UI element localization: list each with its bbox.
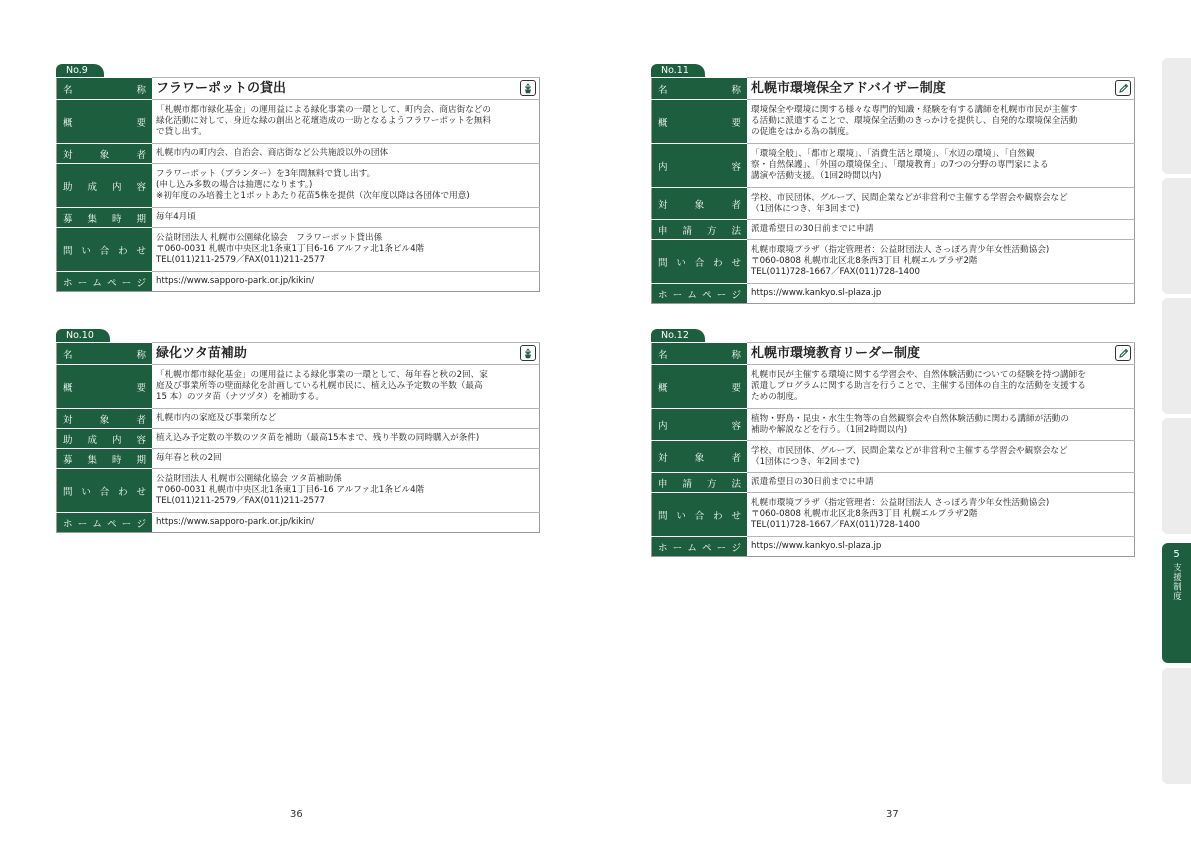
text-line: 15 本）のツタ苗（ナツヅタ）を補助する。 <box>156 392 324 402</box>
label-text <box>63 347 146 361</box>
label-char: 内 <box>111 181 122 193</box>
text-line: の促進をはかる為の制度。 <box>751 127 855 137</box>
homepage-link[interactable]: https://www.sapporo-park.or.jp/kikin/ <box>152 272 540 292</box>
label-content <box>652 144 748 188</box>
label-char: 名 <box>658 349 668 361</box>
label-apply <box>652 473 748 493</box>
label-char: ー <box>716 289 727 301</box>
label-char: 要 <box>136 382 146 394</box>
text-line: 環境保全や環境に関する様々な専門的知識・経験を有する講師を札幌市市民が主催す <box>751 105 1078 115</box>
text-line: 〒060-0808 札幌市北区北8条西3丁目 札幌エルプラザ2階 <box>751 256 978 266</box>
period-text: 毎年4月頃 <box>152 208 540 228</box>
card-no11 <box>651 58 1135 304</box>
label-char: ム <box>92 277 102 289</box>
target-text: 札幌市内の町内会、自治会、商店街など公共施設以外の団体 <box>152 144 540 164</box>
side-tab-number: 5 <box>1173 549 1180 560</box>
program-name: 札幌市環境保全アドバイザー制度 <box>747 78 1135 100</box>
label-char: 内 <box>658 420 668 432</box>
subsidy-text <box>152 164 540 208</box>
label-text <box>658 508 741 522</box>
label-char: 問 <box>63 245 73 257</box>
label-char: ー <box>672 542 683 554</box>
text-line: 学校、市民団体、グループ、民間企業などが非営利で主催する学習会や観察会など <box>751 192 1068 203</box>
label-char: ペ <box>702 289 712 301</box>
label-char: 容 <box>136 181 146 193</box>
label-char: ペ <box>107 277 117 289</box>
text-line: 察・自然保護」、「外国の環境保全」、「環境教育」の7つの分野の専門家による <box>751 160 1049 170</box>
card-number-tag: No.12 <box>651 329 705 342</box>
label-content <box>652 409 748 441</box>
pencil-icon <box>1115 345 1131 361</box>
label-char: わ <box>118 486 128 498</box>
label-char: ペ <box>702 542 712 554</box>
label-char: 要 <box>136 117 146 129</box>
page-number-left: 36 <box>290 809 303 820</box>
program-name: フラワーポットの貸出 <box>152 78 540 100</box>
label-char: 成 <box>87 434 97 446</box>
label-text <box>63 243 146 257</box>
label-text <box>63 380 146 394</box>
label-overview <box>652 365 748 409</box>
text-line: フラワーポット（プランター）を3年間無料で貸し出す。 <box>156 169 376 179</box>
label-char: ホ <box>658 289 668 301</box>
label-char: ー <box>121 277 132 289</box>
label-text <box>658 380 741 394</box>
label-char: 名 <box>63 84 73 96</box>
label-text <box>658 82 741 96</box>
text-line: 派遣しプログラムに関する助言を行うことで、主催する団体の自主的な活動を支援する <box>751 381 1086 391</box>
label-char: 称 <box>136 84 146 96</box>
label-text <box>63 211 146 225</box>
pencil-icon <box>1115 80 1131 96</box>
content-text <box>747 144 1135 188</box>
label-char: 請 <box>682 225 692 237</box>
label-char: 問 <box>658 257 668 269</box>
homepage-link[interactable]: https://www.kankyo.sl-plaza.jp <box>747 537 1135 557</box>
text-line: TEL(011)211-2579／FAX(011)211-2577 <box>156 496 325 506</box>
label-char: 対 <box>658 452 668 464</box>
label-char: 合 <box>99 245 110 257</box>
label-char: 者 <box>136 414 146 426</box>
text-line: （1団体につき、年2回まで) <box>751 456 860 467</box>
label-char: ー <box>672 289 683 301</box>
label-char: ペ <box>107 518 117 530</box>
label-text <box>63 484 146 498</box>
label-char: 合 <box>99 486 110 498</box>
target-text <box>747 441 1135 473</box>
side-tab-label: 支援制度 <box>1171 563 1182 601</box>
label-char: 容 <box>731 420 741 432</box>
text-line: TEL(011)728-1667／FAX(011)728-1400 <box>751 520 920 530</box>
homepage-link[interactable]: https://www.kankyo.sl-plaza.jp <box>747 284 1135 304</box>
text-line: 札幌市環境プラザ（指定管理者：公益財団法人 さっぽろ青少年女性活動協会) <box>751 498 1050 508</box>
label-char: 問 <box>63 486 73 498</box>
label-char: 集 <box>87 454 97 466</box>
label-contact <box>57 228 153 272</box>
label-char: ム <box>92 518 102 530</box>
label-text <box>63 412 146 426</box>
label-text <box>63 115 146 129</box>
contact-text <box>152 228 540 272</box>
label-homepage <box>57 272 153 292</box>
label-char: い <box>81 486 91 498</box>
label-char: 概 <box>63 117 73 129</box>
label-char: 成 <box>87 181 97 193</box>
text-line: で貸し出す。 <box>156 127 207 137</box>
label-char: 対 <box>63 414 73 426</box>
label-char: 方 <box>706 225 717 237</box>
label-char: わ <box>118 245 128 257</box>
label-char: 助 <box>63 434 73 446</box>
text-line: 「札幌市都市緑化基金」の運用益による緑化事業の一環として、町内会、商店街などの <box>156 105 491 115</box>
label-char: 称 <box>136 349 146 361</box>
label-char: 方 <box>706 478 717 490</box>
label-char: 容 <box>731 161 741 173</box>
label-char: 者 <box>731 452 741 464</box>
label-char: ー <box>716 542 727 554</box>
contact-text <box>152 469 540 513</box>
contact-text <box>747 493 1135 537</box>
card-number-tag: No.11 <box>651 64 705 77</box>
label-text <box>658 287 741 301</box>
side-tab-1[interactable] <box>1162 58 1191 174</box>
label-char: ホ <box>658 542 668 554</box>
label-char: ジ <box>136 518 146 530</box>
label-char: 名 <box>63 349 73 361</box>
label-char: 概 <box>63 382 73 394</box>
card-no10 <box>56 323 540 533</box>
label-char: ホ <box>63 518 73 530</box>
label-char: 対 <box>658 199 668 211</box>
program-name: 緑化ツタ苗補助 <box>152 343 540 365</box>
info-table <box>56 342 540 533</box>
label-char: 称 <box>731 84 741 96</box>
text-line: る活動に派遣することで、環境保全活動のきっかけを提供し、自発的な環境保全活動 <box>751 116 1078 126</box>
label-char: 名 <box>658 84 668 96</box>
label-char: 象 <box>694 199 705 211</box>
label-text <box>63 516 146 530</box>
label-text <box>658 540 741 554</box>
label-char: せ <box>136 486 146 498</box>
apply-text: 派遣希望日の30日前までに申請 <box>747 473 1135 493</box>
label-target <box>57 144 153 164</box>
label-target <box>652 441 748 473</box>
label-char: 要 <box>731 382 741 394</box>
label-char: 募 <box>63 213 73 225</box>
target-text <box>747 188 1135 220</box>
label-char: 助 <box>63 181 73 193</box>
program-name: 札幌市環境教育リーダー制度 <box>747 343 1135 365</box>
text-line: 公益財団法人 札幌市公園緑化協会 ツタ苗補助係 <box>156 474 342 484</box>
label-text <box>63 82 146 96</box>
text-line: 札幌市民が主催する環境に関する学習会や、自然体験活動についての経験を持つ講師を <box>751 370 1086 380</box>
text-line: 緑化活動に対して、身近な緑の創出と花壇造成の一助となるようフラワーポットを無料 <box>156 116 491 126</box>
label-contact <box>652 240 748 284</box>
label-char: せ <box>731 257 741 269</box>
text-line: 札幌市環境プラザ（指定管理者：公益財団法人 さっぽろ青少年女性活動協会) <box>751 245 1050 255</box>
contact-text <box>747 240 1135 284</box>
info-table <box>651 77 1135 304</box>
label-char: い <box>81 245 91 257</box>
side-tab-3[interactable] <box>1162 298 1191 414</box>
label-period <box>57 449 153 469</box>
text-line: （1団体につき、年3回まで) <box>751 203 860 214</box>
label-text <box>658 255 741 269</box>
label-text <box>658 476 741 490</box>
text-line: ための制度。 <box>751 392 803 402</box>
overview-text <box>747 100 1135 144</box>
text-line: 講演や活動支援。（1回2時間以内) <box>751 171 882 181</box>
label-char: ム <box>687 289 697 301</box>
overview-text <box>152 365 540 409</box>
label-text <box>63 432 146 446</box>
label-text <box>658 197 741 211</box>
label-homepage <box>652 284 748 304</box>
period-text: 毎年春と秋の2回 <box>152 449 540 469</box>
label-char: ム <box>687 542 697 554</box>
text-line: ※初年度のみ培養土と1ポットあたり花苗5株を提供（次年度以降は各団体で用意) <box>156 191 470 201</box>
label-char: 期 <box>136 454 146 466</box>
label-target <box>652 188 748 220</box>
label-name <box>652 343 748 365</box>
label-char: 象 <box>99 149 110 161</box>
label-char: 容 <box>136 434 146 446</box>
label-char: 対 <box>63 149 73 161</box>
label-char: 集 <box>87 213 97 225</box>
label-apply <box>652 220 748 240</box>
label-char: 法 <box>731 478 741 490</box>
label-text <box>63 147 146 161</box>
homepage-link[interactable]: https://www.sapporo-park.or.jp/kikin/ <box>152 513 540 533</box>
label-text <box>658 115 741 129</box>
label-text <box>658 223 741 237</box>
label-subsidy <box>57 164 153 208</box>
label-char: 要 <box>731 117 741 129</box>
label-char: 募 <box>63 454 73 466</box>
label-char: い <box>676 510 686 522</box>
label-text <box>658 450 741 464</box>
text-line: TEL(011)211-2579／FAX(011)211-2577 <box>156 255 325 265</box>
label-char: 法 <box>731 225 741 237</box>
text-line: 庭及び事業所等の壁面緑化を計画している札幌市民に、植え込み予定数の半数（最高 <box>156 381 483 391</box>
potted-plant-icon <box>520 80 536 96</box>
side-tab-support[interactable] <box>1162 543 1191 663</box>
text-line: 補助や解説などを行う。（1回2時間以内) <box>751 424 908 435</box>
page-number-right: 37 <box>886 809 899 820</box>
label-text <box>63 275 146 289</box>
label-char: ー <box>77 277 88 289</box>
text-line: 植え込み予定数の半数のツタ苗を補助（最高15本まで、残り半数の同時購入が条件) <box>156 433 480 443</box>
label-char: ジ <box>731 289 741 301</box>
label-overview <box>652 100 748 144</box>
label-overview <box>57 100 153 144</box>
text-line: 植物・野鳥・昆虫・水生生物等の自然観察会や自然体験活動に関わる講師が活動の <box>751 413 1069 424</box>
card-number-tag: No.9 <box>56 64 104 77</box>
label-contact <box>57 469 153 513</box>
subsidy-text <box>152 429 540 449</box>
label-name <box>57 343 153 365</box>
text-line: 「札幌市都市緑化基金」の運用益による緑化事業の一環として、毎年春と秋の2回、家 <box>156 370 488 380</box>
label-char: わ <box>713 510 723 522</box>
label-char: 合 <box>694 257 705 269</box>
text-line: 公益財団法人 札幌市公園緑化協会 フラワーポット貸出係 <box>156 233 383 243</box>
info-table <box>651 342 1135 557</box>
label-char: 内 <box>111 434 122 446</box>
label-char: ー <box>121 518 132 530</box>
text-line: TEL(011)728-1667／FAX(011)728-1400 <box>751 267 920 277</box>
label-char: 象 <box>694 452 705 464</box>
label-text <box>658 418 741 432</box>
text-line: 〒060-0031 札幌市中央区北1条東1丁目6-16 アルファ北1条ビル4階 <box>156 485 425 495</box>
overview-text <box>152 100 540 144</box>
label-char: 者 <box>731 199 741 211</box>
card-no12 <box>651 323 1135 557</box>
card-number-tag: No.10 <box>56 329 110 342</box>
label-char: ジ <box>136 277 146 289</box>
label-char: わ <box>713 257 723 269</box>
label-text <box>63 452 146 466</box>
label-char: ジ <box>731 542 741 554</box>
label-char: 合 <box>694 510 705 522</box>
label-char: せ <box>731 510 741 522</box>
label-char: 象 <box>99 414 110 426</box>
text-line: 〒060-0808 札幌市北区北8条西3丁目 札幌エルプラザ2階 <box>751 509 978 519</box>
label-homepage <box>652 537 748 557</box>
text-line: 「環境全般」、「都市と環境」、「消費生活と環境」、「水辺の環境」、「自然観 <box>751 149 1035 159</box>
label-char: ホ <box>63 277 73 289</box>
card-no9 <box>56 58 540 292</box>
target-text: 札幌市内の家庭及び事業所など <box>152 409 540 429</box>
label-char: 概 <box>658 382 668 394</box>
label-char: 申 <box>658 478 668 490</box>
label-period <box>57 208 153 228</box>
label-char: 称 <box>731 349 741 361</box>
label-char: 期 <box>136 213 146 225</box>
content-text <box>747 409 1135 441</box>
label-char: 時 <box>111 454 122 466</box>
label-subsidy <box>57 429 153 449</box>
apply-text: 派遣希望日の30日前までに申請 <box>747 220 1135 240</box>
label-char: 問 <box>658 510 668 522</box>
side-tab-2[interactable] <box>1162 178 1191 294</box>
label-char: 内 <box>658 161 668 173</box>
info-table <box>56 77 540 292</box>
label-target <box>57 409 153 429</box>
label-char: 者 <box>136 149 146 161</box>
label-name <box>652 78 748 100</box>
text-line: 学校、市民団体、グループ、民間企業などが非営利で主催する学習会や観察会など <box>751 445 1068 456</box>
side-tab-6[interactable] <box>1162 668 1191 784</box>
label-text <box>63 179 146 193</box>
overview-text <box>747 365 1135 409</box>
label-char: 申 <box>658 225 668 237</box>
label-text <box>658 159 741 173</box>
label-homepage <box>57 513 153 533</box>
label-contact <box>652 493 748 537</box>
label-char: 概 <box>658 117 668 129</box>
label-char: い <box>676 257 686 269</box>
label-char: せ <box>136 245 146 257</box>
label-char: ー <box>77 518 88 530</box>
potted-plant-icon <box>520 345 536 361</box>
side-tab-4[interactable] <box>1162 418 1191 534</box>
label-char: 請 <box>682 478 692 490</box>
label-char: 時 <box>111 213 122 225</box>
label-text <box>658 347 741 361</box>
text-line: (申し込み多数の場合は抽選になります。) <box>156 180 313 190</box>
label-overview <box>57 365 153 409</box>
label-name <box>57 78 153 100</box>
text-line: 〒060-0031 札幌市中央区北1条東1丁目6-16 アルファ北1条ビル4階 <box>156 244 425 254</box>
